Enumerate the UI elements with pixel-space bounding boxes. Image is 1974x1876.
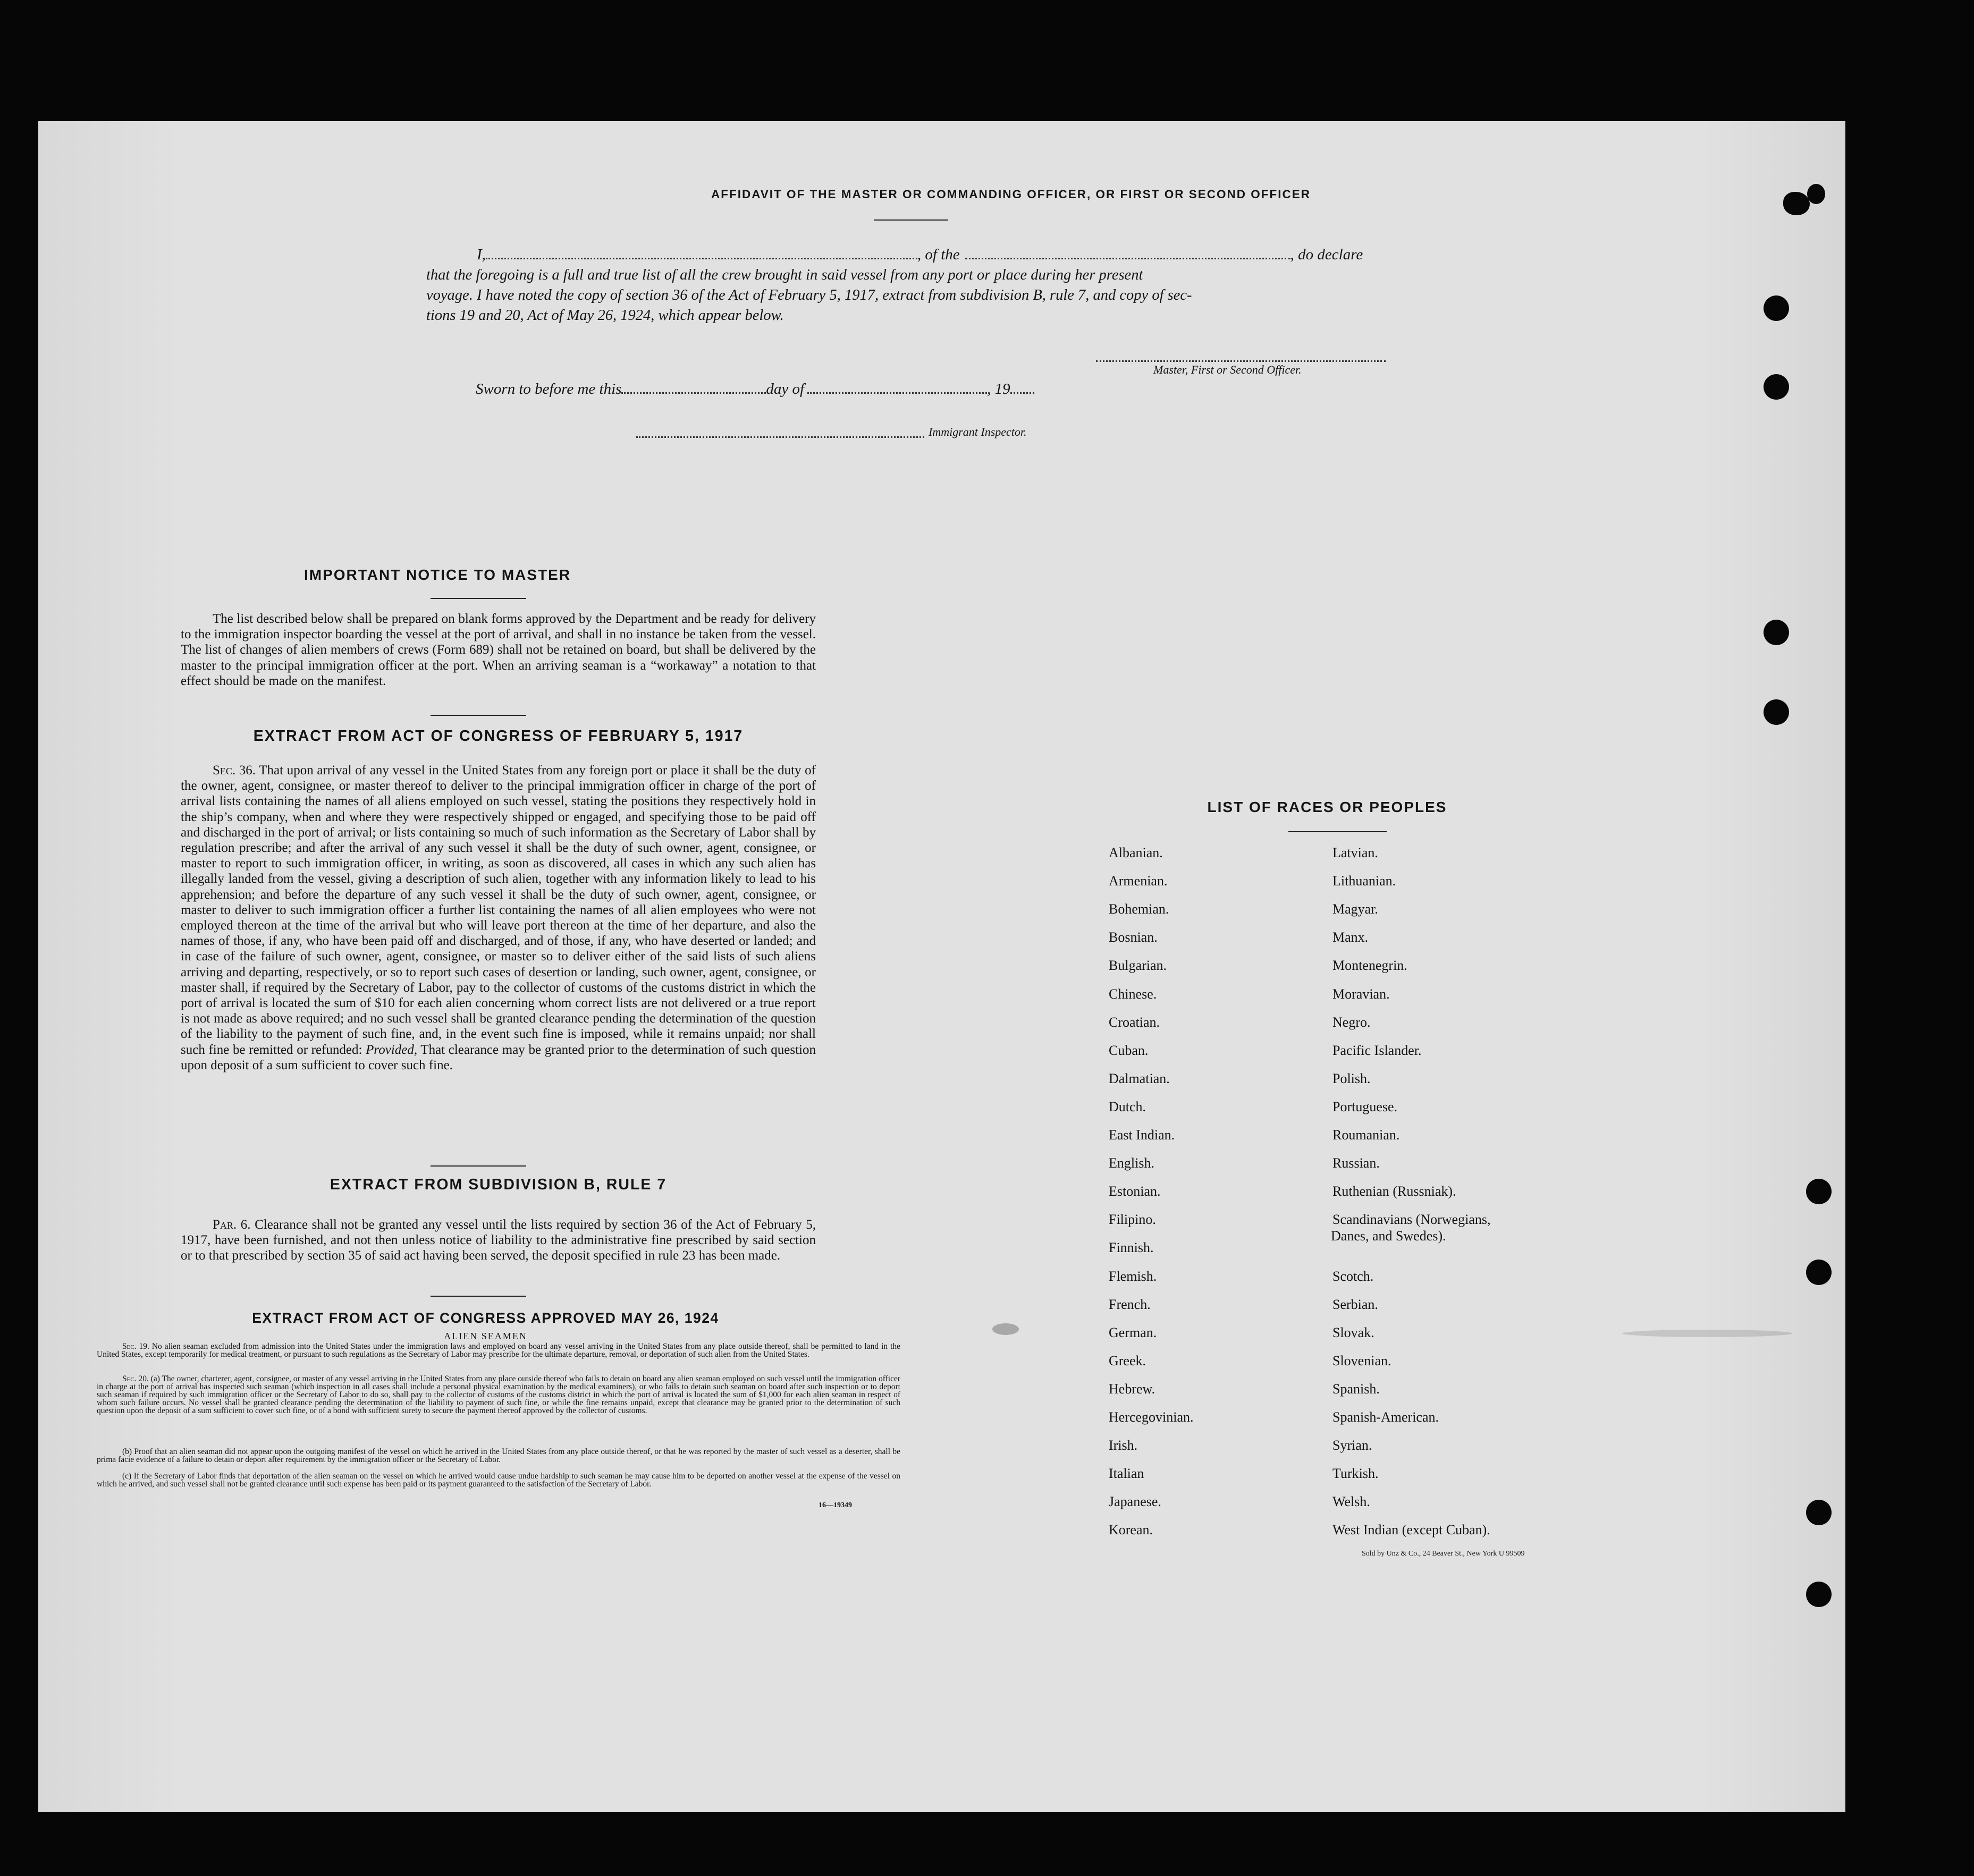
race-item: Hercegovinian. bbox=[1109, 1409, 1194, 1425]
race-item: Danes, and Swedes). bbox=[1331, 1228, 1446, 1244]
race-item: Finnish. bbox=[1109, 1240, 1154, 1256]
race-item: Slovenian. bbox=[1332, 1353, 1391, 1368]
inspector-signature-line bbox=[636, 436, 924, 438]
punch-hole bbox=[1764, 699, 1789, 725]
race-item: Russian. bbox=[1332, 1155, 1380, 1171]
proviso-label: Provided, bbox=[366, 1042, 418, 1057]
act-1917-text bbox=[181, 763, 816, 1073]
race-item: Estonian. bbox=[1109, 1184, 1161, 1199]
punch-hole bbox=[1764, 620, 1789, 645]
race-item: Roumanian. bbox=[1332, 1127, 1400, 1143]
race-item: Hebrew. bbox=[1109, 1381, 1155, 1397]
race-item: Bohemian. bbox=[1109, 901, 1169, 917]
race-item: Magyar. bbox=[1332, 901, 1378, 917]
rule7-heading: EXTRACT FROM SUBDIVISION B, RULE 7 bbox=[330, 1176, 667, 1193]
affidavit-i: I, bbox=[477, 246, 486, 263]
race-item: French. bbox=[1109, 1296, 1151, 1312]
race-item: Croatian. bbox=[1109, 1014, 1160, 1030]
day-of-label: day of bbox=[766, 381, 805, 398]
race-item: Dutch. bbox=[1109, 1098, 1146, 1114]
sec-19-body: No alien seaman excluded from admission into the United States under the immigration laws and employed on board any vessel arriving in the United States from any place outside thereof, shall be permitted to land in the United States, except temporarily for medical treatment, or pursuant to such regulations as the Secretary of Labor may prescribe for the ultimate departure, removal, or deportation of such alien from the United States. bbox=[97, 1342, 901, 1359]
divider bbox=[431, 598, 526, 599]
race-item: Scandinavians (Norwegians, bbox=[1332, 1212, 1491, 1228]
sworn-month-blank bbox=[807, 392, 987, 394]
race-item: Albanian. bbox=[1109, 845, 1163, 860]
master-signature-line bbox=[1096, 360, 1386, 362]
race-item: Montenegrin. bbox=[1332, 958, 1407, 974]
race-item: Flemish. bbox=[1109, 1268, 1157, 1284]
affidavit-line-2: that the foregoing is a full and true list of all the crew brought in said vessel from any port or place during her present bbox=[426, 267, 1143, 283]
race-item: German. bbox=[1109, 1324, 1157, 1340]
master-caption: Master, First or Second Officer. bbox=[1153, 363, 1302, 376]
race-item: Scotch. bbox=[1332, 1268, 1374, 1284]
race-item: English. bbox=[1109, 1155, 1154, 1171]
race-item: Greek. bbox=[1109, 1353, 1146, 1368]
race-item: Dalmatian. bbox=[1109, 1070, 1170, 1086]
affidavit-do-declare: , do declare bbox=[1290, 246, 1363, 263]
sworn-day-blank bbox=[621, 392, 766, 394]
divider bbox=[874, 219, 948, 221]
act-1924-heading: EXTRACT FROM ACT OF CONGRESS APPROVED MAY 26, 1924 bbox=[252, 1310, 719, 1326]
punch-hole bbox=[1764, 295, 1789, 321]
notice-text: The list described below shall be prepared on blank forms approved by the Department and be ready for delivery to the immigration inspector boarding the vessel at the port of arrival, and shall in no instance be taken from the vessel. The list of changes of alien members of crews (Form 689) shall not be retained on board, but shall be delivered by the master to the principal immigration officer at the port. When an arriving seaman is a “workaway” a notation to that effect should be made on the manifest. bbox=[181, 612, 816, 688]
sec-20b-text: (b) Proof that an alien seaman did not appear upon the outgoing manifest of the vessel on which he arrived in the United States from any place outside thereof, or that he was reported by the master of such vessel as a deserter, shall be prima facie evidence of a failure to detain or deport after requirement by the immigration officer or the Secretary of Labor. bbox=[97, 1447, 900, 1465]
race-item: Latvian. bbox=[1332, 845, 1378, 860]
section-36-body: That upon arrival of any vessel in the United States from any foreign port or place it shall be the duty of the owner, agent, consignee, or master thereof to deliver to the principal immigration officer in charge of the port of arrival lists containing the names of all aliens employed on such vessel, stating the positions they respectively hold in the ship’s company, when and where they were respectively shipped or engaged, and specifying those to be paid off and discharged in the port of arrival; or lists containing so much of such information as the Secretary of Labor shall by regulation prescribe; and after the arrival of any such vessel it shall be the duty of such owner, agent, consignee, or master to report to such immigration officer, in writing, as soon as discovered, all cases in which any such alien has illegally landed from the vessel, giving a description of such alien, together with any information likely to lead to his apprehension; and before the departure of any such vessel it shall be the duty of such owner, agent, consignee, or master to deliver to such immigration officer a further list containing the names of all alien employees who were not employed thereon at the time of the arrival but who will leave port thereon at the time of her departure, and also the names of those, if any, who have been paid off and discharged, and of those, if any, who have deserted or landed; and in case of the failure of such owner, agent, consignee, or master so to deliver either of the said lists of such aliens arriving and departing, respectively, or so to report such cases of desertion or landing, such owner, agent, consignee, or master shall, if required by the Secretary of Labor, pay to the collector of customs of the customs district in which the port of arrival is located the sum of $10 for each alien concerning whom correct lists are not delivered or a true report is not made as above required; and no such vessel shall be granted clearance pending the determination of the question of the liability to the payment of such fine, and, in the event such fine is imposed, while it remains unpaid; nor shall such fine be remitted or refunded: bbox=[181, 763, 816, 1057]
punch-hole bbox=[1806, 1260, 1832, 1285]
sec-20c-text: (c) If the Secretary of Labor finds that deportation of the alien seaman on the vessel on which he arrived would cause undue hardship to such seaman he may cause him to be deported on another vessel at the expense of the vessel on which he arrived, and such vessel shall not be granted clearance until such expense has been paid or its payment guaranteed to the satisfaction of the Secretary of Labor. bbox=[97, 1472, 900, 1489]
punch-hole bbox=[1806, 1179, 1832, 1204]
race-item: Welsh. bbox=[1332, 1494, 1370, 1510]
printer-imprint: Sold by Unz & Co., 24 Beaver St., New York U 99509 bbox=[1362, 1550, 1525, 1558]
race-item: Polish. bbox=[1332, 1070, 1371, 1086]
race-item: Lithuanian. bbox=[1332, 873, 1396, 889]
divider bbox=[431, 1296, 526, 1297]
section-label: Sec. 36. bbox=[213, 763, 256, 778]
race-item: Negro. bbox=[1332, 1014, 1371, 1030]
sec-20a-text bbox=[97, 1375, 900, 1415]
punch-hole bbox=[1806, 1500, 1832, 1525]
notice-heading: IMPORTANT NOTICE TO MASTER bbox=[304, 567, 571, 583]
affidavit-declaration-line bbox=[477, 246, 1363, 264]
rule7-text bbox=[181, 1217, 816, 1264]
race-item: Cuban. bbox=[1109, 1042, 1149, 1058]
race-item: Spanish. bbox=[1332, 1381, 1380, 1397]
vessel-name-blank bbox=[965, 258, 1290, 259]
race-item: Slovak. bbox=[1332, 1324, 1374, 1340]
race-item: Korean. bbox=[1109, 1522, 1153, 1538]
divider bbox=[1288, 831, 1387, 832]
year-prefix: , 19 bbox=[987, 381, 1010, 398]
race-item: Chinese. bbox=[1109, 986, 1157, 1002]
act-1917-heading: EXTRACT FROM ACT OF CONGRESS OF FEBRUARY 5, 1917 bbox=[253, 728, 744, 745]
race-item: Spanish-American. bbox=[1332, 1409, 1439, 1425]
master-name-blank bbox=[486, 258, 917, 259]
ink-smudge bbox=[1622, 1330, 1792, 1337]
race-item: Portuguese. bbox=[1332, 1098, 1398, 1114]
sec-20a-body: (a) The owner, charterer, agent, consignee, or master of any vessel arriving in the United States from any place outside thereof who fails to detain on board any alien seaman employed on such vessel until the immigration officer in charge at the port of arrival has inspected such seaman (which inspection in all cases shall include a personal physical examination by the medical examiners), or who fails to detain such seaman on board after such inspection or to deport such seaman if required by such immigration officer or the Secretary of Labor to do so, shall pay to the collector of customs of the customs district in which the port of arrival is located the sum of $1,000 for each alien seaman in respect of whom such failure occurs. No vessel shall be granted clearance pending the determination of the liability to payment of such fine, or while the fine remains unpaid, except that clearance may be granted prior to the determination of such question upon the deposit of a sum sufficient to cover such fine, or of a bond with sufficient surety to secure the payment thereof approved by the collector of customs. bbox=[97, 1374, 900, 1416]
sec-19-label: Sec. 19. bbox=[122, 1342, 149, 1351]
paragraph-6-body: Clearance shall not be granted any vessel until the lists required by section 36 of the Act of February 5, 1917, have been furnished, and not then unless notice of liability to the administrative fine prescribed by said section or to that prescribed by section 35 of said act having been served, the deposit specified in rule 23 has been made. bbox=[181, 1218, 816, 1263]
affidavit-line-4: tions 19 and 20, Act of May 26, 1924, which appear below. bbox=[426, 307, 784, 324]
sworn-label: Sworn to before me this bbox=[476, 381, 622, 398]
race-item: Irish. bbox=[1109, 1438, 1138, 1454]
race-item: Syrian. bbox=[1332, 1438, 1372, 1454]
divider bbox=[431, 715, 526, 716]
race-item: Serbian. bbox=[1332, 1296, 1378, 1312]
punch-hole bbox=[1764, 374, 1789, 400]
races-heading: LIST OF RACES OR PEOPLES bbox=[1207, 799, 1447, 815]
affidavit-line-3: voyage. I have noted the copy of section 36 of the Act of February 5, 1917, extract from subdivision B, rule 7, and copy of sec- bbox=[426, 287, 1192, 303]
form-page bbox=[38, 121, 1845, 1812]
paragraph-label: Par. 6. bbox=[213, 1218, 251, 1232]
race-item: Bosnian. bbox=[1109, 929, 1158, 945]
sworn-year-blank bbox=[1010, 392, 1034, 394]
affidavit-of-the: , of the bbox=[917, 246, 960, 263]
sec-19-text bbox=[97, 1342, 900, 1358]
race-item: Turkish. bbox=[1332, 1466, 1379, 1482]
divider bbox=[431, 1165, 526, 1167]
sec-20-label: Sec. 20. bbox=[122, 1374, 149, 1383]
affidavit-title: AFFIDAVIT OF THE MASTER OR COMMANDING OFFICER, OR FIRST OR SECOND OFFICER bbox=[711, 188, 1311, 201]
race-item: Italian bbox=[1109, 1466, 1144, 1482]
race-item: West Indian (except Cuban). bbox=[1332, 1522, 1490, 1538]
form-number: 16—19349 bbox=[819, 1501, 852, 1509]
race-item: Bulgarian. bbox=[1109, 958, 1167, 974]
race-item: Moravian. bbox=[1332, 986, 1390, 1002]
race-item: Filipino. bbox=[1109, 1212, 1156, 1228]
race-item: Ruthenian (Russniak). bbox=[1332, 1184, 1456, 1199]
inspector-caption: Immigrant Inspector. bbox=[929, 425, 1027, 438]
race-item: Pacific Islander. bbox=[1332, 1042, 1422, 1058]
punch-hole bbox=[1806, 1582, 1832, 1607]
sworn-line bbox=[476, 381, 1034, 398]
race-item: Manx. bbox=[1332, 929, 1369, 945]
race-item: East Indian. bbox=[1109, 1127, 1175, 1143]
proviso-body: That clearance may be granted prior to the determination of such question upon deposit of a sum sufficient to cover such fine. bbox=[181, 1042, 816, 1072]
race-item: Armenian. bbox=[1109, 873, 1168, 889]
alien-seamen-subheading: ALIEN SEAMEN bbox=[444, 1331, 527, 1341]
race-item: Japanese. bbox=[1109, 1494, 1161, 1510]
ink-smudge bbox=[992, 1323, 1019, 1335]
